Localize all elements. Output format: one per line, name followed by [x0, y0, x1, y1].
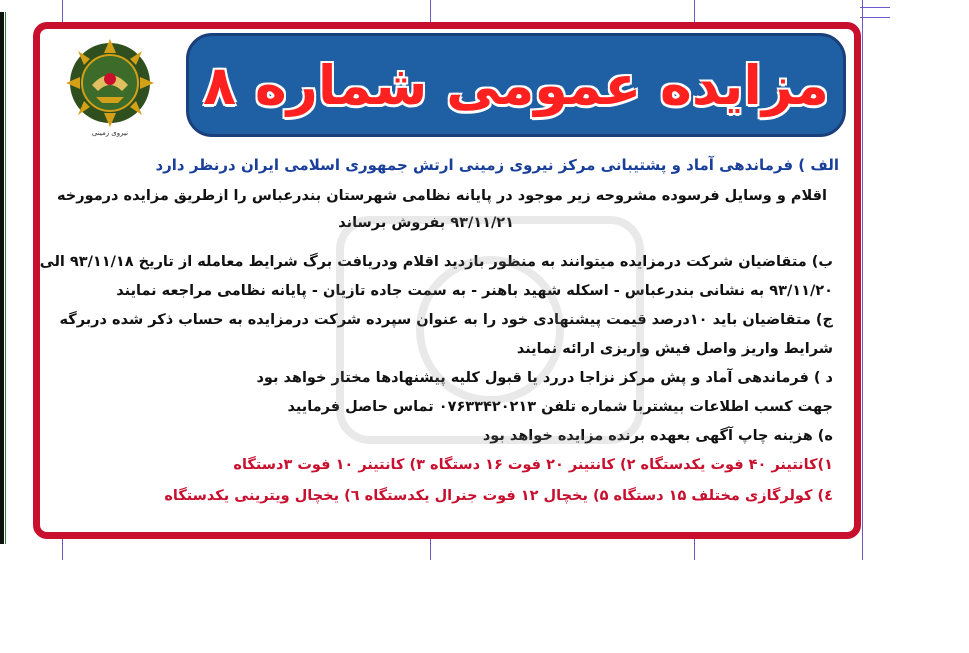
body-line: ه) هزینه چاپ آگهی بعهده برنده مزایده خواهد بود: [482, 428, 833, 444]
guide-line-top: [860, 7, 890, 8]
emblem-caption: نیروی زمینی: [91, 129, 129, 137]
army-emblem-icon: [58, 35, 162, 131]
body-line: جهت کسب اطلاعات بیشتربا شماره تلفن ۰۷۶۳۳۴۲۰۲۱۳ تماس حاصل فرمایید: [287, 399, 833, 415]
body-line: ب) متقاضیان شرکت درمزایده میتوانند به منظور بازدید اقلام ودریافت برگ شرایط معامله از تاریخ ۹۳/۱۱/۱۸ الی: [39, 254, 833, 270]
body-line: ۹۳/۱۱/۲۱ بفروش برساند: [338, 215, 514, 231]
items-line: ۱)کانتینر ۴۰ فوت یکدستگاه ۲) کانتینر ۲۰ فوت ۱۶ دستگاه ۳) کانتینر ۱۰ فوت ۳دستگاه: [233, 457, 833, 473]
body-line: د ) فرماندهی آماد و پش مرکز نزاجا دررد یا قبول کلیه پیشنهادها مختار خواهد بود: [256, 370, 833, 386]
left-edge-bar: [0, 12, 4, 544]
left-edge-line: [5, 12, 6, 544]
page-title: مزایده عمومی شماره ۸: [203, 53, 829, 117]
guide-line-top-2: [860, 17, 890, 18]
items-line: ٤) کولرگازی مختلف ۱۵ دستگاه ۵) یخچال ۱۲ فوت جنرال یکدستگاه ٦) یخچال ویترینی یکدستگاه: [164, 488, 833, 504]
body-line: اقلام و وسایل فرسوده مشروحه زیر موجود در پایانه نظامی شهرستان بندرعباس را ازطریق مزایده درمورخه: [57, 188, 827, 204]
heading-line: الف ) فرماندهی آماد و پشتیبانی مرکز نیروی زمینی ارتش جمهوری اسلامی ایران درنظر دارد: [155, 156, 839, 174]
body-line: شرایط واریز واصل فیش واریزی ارائه نمایند: [516, 341, 833, 357]
watermark-icon: [300, 200, 680, 460]
body-line: ۹۳/۱۱/۲۰ به نشانی بندرعباس - اسکله شهید باهنر - به سمت جاده تازیان - پایانه نظامی مراجعه نمایند: [116, 283, 833, 299]
guide-line-right: [862, 0, 863, 560]
body-line: ج) متقاضیان باید ۱۰درصد قیمت پیشنهادی خود را به عنوان سپرده شرکت درمزایده به حساب ذکر شده دربرگه: [59, 312, 833, 328]
title-banner: [186, 33, 846, 137]
